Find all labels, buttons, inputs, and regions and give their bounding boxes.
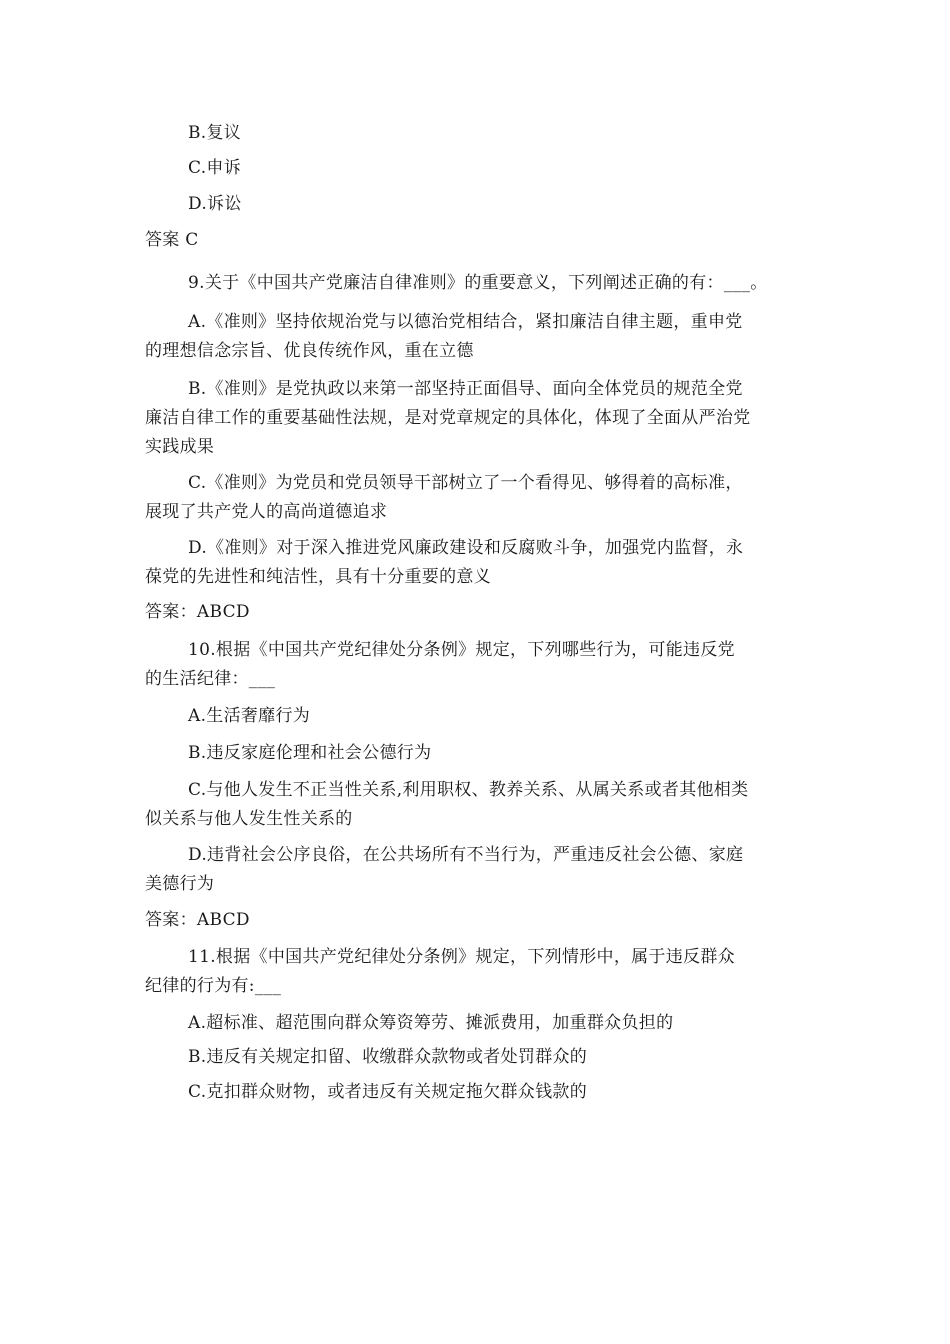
q10-option-d-line2: 美德行为 — [145, 874, 215, 894]
q9-answer: 答案：ABCD — [145, 602, 250, 622]
q9-question: 9.关于《中国共产党廉洁自律准则》的重要意义，下列阐述正确的有：___。 — [188, 273, 768, 293]
q10-option-d-line1: D.违背社会公序良俗，在公共场所有不当行为，严重违反社会公德、家庭 — [188, 845, 744, 865]
q10-option-c-line1: C.与他人发生不正当性关系,利用职权、教养关系、从属关系或者其他相类 — [188, 780, 749, 800]
q11-option-b: B.违反有关规定扣留、收缴群众款物或者处罚群众的 — [188, 1047, 588, 1067]
q8-option-b: B.复议 — [188, 123, 242, 143]
q11-question-line2: 纪律的行为有:___ — [145, 976, 282, 996]
q9-option-d-line1: D.《准则》对于深入推进党风廉政建设和反腐败斗争，加强党内监督，永 — [188, 538, 744, 558]
q10-option-a: A.生活奢靡行为 — [188, 706, 311, 726]
q11-option-c: C.克扣群众财物，或者违反有关规定拖欠群众钱款的 — [188, 1082, 588, 1102]
q11-option-a: A.超标准、超范围向群众筹资筹劳、摊派费用，加重群众负担的 — [188, 1013, 674, 1033]
q8-option-c: C.申诉 — [188, 158, 242, 178]
q9-option-c-line1: C.《准则》为党员和党员领导干部树立了一个看得见、够得着的高标准， — [188, 473, 743, 493]
q9-option-b-line3: 实践成果 — [145, 437, 215, 457]
q9-option-b-line2: 廉洁自律工作的重要基础性法规，是对党章规定的具体化，体现了全面从严治党 — [145, 408, 751, 428]
q8-option-d: D.诉讼 — [188, 194, 242, 214]
q10-question-line2: 的生活纪律：___ — [145, 669, 276, 689]
q9-option-b-line1: B.《准则》是党执政以来第一部坚持正面倡导、面向全体党员的规范全党 — [188, 379, 743, 399]
q9-option-a-line2: 的理想信念宗旨、优良传统作风，重在立德 — [145, 341, 474, 361]
q8-answer: 答案 C — [145, 230, 199, 250]
q10-option-c-line2: 似关系与他人发生性关系的 — [145, 809, 353, 829]
q9-option-a-line1: A.《准则》坚持依规治党与以德治党相结合，紧扣廉洁自律主题，重申党 — [188, 312, 743, 332]
q10-option-b: B.违反家庭伦理和社会公德行为 — [188, 743, 432, 763]
q9-option-c-line2: 展现了共产党人的高尚道德追求 — [145, 502, 388, 522]
q9-option-d-line2: 葆党的先进性和纯洁性，具有十分重要的意义 — [145, 567, 491, 587]
q11-question-line1: 11.根据《中国共产党纪律处分条例》规定，下列情形中，属于违反群众 — [188, 947, 735, 967]
q10-answer: 答案：ABCD — [145, 910, 250, 930]
q10-question-line1: 10.根据《中国共产党纪律处分条例》规定，下列哪些行为，可能违反党 — [188, 640, 735, 660]
